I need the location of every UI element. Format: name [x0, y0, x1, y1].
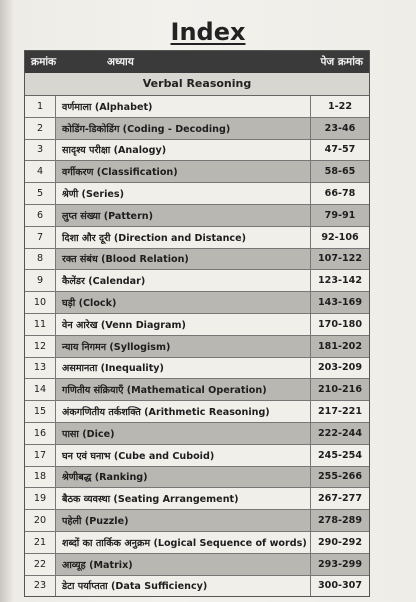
row-chapter: सादृश्य परीक्षा (Analogy) [56, 140, 311, 161]
section-title: Verbal Reasoning [25, 73, 369, 96]
row-number: 19 [25, 488, 56, 509]
row-chapter: आव्यूह (Matrix) [56, 554, 311, 575]
row-number: 1 [25, 96, 56, 117]
row-chapter: कैलेंडर (Calendar) [56, 270, 311, 291]
table-header [25, 51, 369, 73]
header-number: क्रमांक [31, 56, 57, 68]
row-pages: 107-122 [311, 249, 369, 270]
row-chapter: पहेली (Puzzle) [56, 510, 311, 531]
row-chapter: श्रेणीबद्ध (Ranking) [56, 467, 311, 488]
row-pages: 1-22 [311, 96, 369, 117]
row-pages: 58-65 [311, 161, 369, 182]
table-row [25, 205, 369, 227]
page-title: Index [170, 18, 246, 46]
row-pages: 300-307 [311, 576, 369, 597]
row-number: 11 [25, 314, 56, 335]
row-chapter: डेटा पर्याप्तता (Data Sufficiency) [56, 576, 311, 597]
table-row [25, 445, 369, 467]
table-row [25, 401, 369, 423]
row-pages: 222-244 [311, 423, 369, 444]
row-chapter: वर्णमाला (Alphabet) [56, 96, 311, 117]
row-chapter: शब्दों का तार्किक अनुक्रम (Logical Sequence of words) [56, 532, 311, 553]
row-pages: 293-299 [311, 554, 369, 575]
row-number: 21 [25, 532, 56, 553]
table-row [25, 423, 369, 445]
row-chapter: रक्त संबंध (Blood Relation) [56, 249, 311, 270]
row-number: 7 [25, 227, 56, 248]
table-row [25, 249, 369, 271]
table-row [25, 183, 369, 205]
table-row [25, 314, 369, 336]
row-number: 17 [25, 445, 56, 466]
row-chapter: न्याय निगमन (Syllogism) [56, 336, 311, 357]
row-pages: 123-142 [311, 270, 369, 291]
row-pages: 267-277 [311, 488, 369, 509]
row-number: 12 [25, 336, 56, 357]
row-number: 15 [25, 401, 56, 422]
row-pages: 92-106 [311, 227, 369, 248]
table-row [25, 270, 369, 292]
table-row [25, 467, 369, 489]
table-row [25, 227, 369, 249]
row-number: 5 [25, 183, 56, 204]
row-pages: 278-289 [311, 510, 369, 531]
row-chapter: पासा (Dice) [56, 423, 311, 444]
row-chapter: घन एवं घनाभ (Cube and Cuboid) [56, 445, 311, 466]
row-chapter: गणितीय संक्रियाएँ (Mathematical Operation) [56, 379, 311, 400]
row-pages: 217-221 [311, 401, 369, 422]
table-row [25, 554, 369, 576]
row-chapter: घड़ी (Clock) [56, 292, 311, 313]
row-pages: 290-292 [311, 532, 369, 553]
row-number: 18 [25, 467, 56, 488]
table-row [25, 140, 369, 162]
row-number: 3 [25, 140, 56, 161]
row-chapter: श्रेणी (Series) [56, 183, 311, 204]
table-row [25, 532, 369, 554]
table-row [25, 161, 369, 183]
row-number: 6 [25, 205, 56, 226]
row-number: 10 [25, 292, 56, 313]
table-row [25, 379, 369, 401]
row-pages: 203-209 [311, 358, 369, 379]
table-row [25, 96, 369, 118]
row-number: 9 [25, 270, 56, 291]
table-body [25, 96, 369, 596]
row-pages: 66-78 [311, 183, 369, 204]
row-chapter: दिशा और दूरी (Direction and Distance) [56, 227, 311, 248]
row-number: 13 [25, 358, 56, 379]
row-number: 2 [25, 118, 56, 139]
row-chapter: वर्गीकरण (Classification) [56, 161, 311, 182]
row-chapter: वेन आरेख (Venn Diagram) [56, 314, 311, 335]
row-number: 23 [25, 576, 56, 597]
index-table [24, 50, 370, 597]
table-row [25, 510, 369, 532]
row-pages: 143-169 [311, 292, 369, 313]
row-chapter: अंकगणितीय तर्कशक्ति (Arithmetic Reasoning) [56, 401, 311, 422]
row-pages: 255-266 [311, 467, 369, 488]
table-row [25, 336, 369, 358]
table-row [25, 358, 369, 380]
row-number: 14 [25, 379, 56, 400]
row-number: 20 [25, 510, 56, 531]
row-pages: 210-216 [311, 379, 369, 400]
row-chapter: बैठक व्यवस्था (Seating Arrangement) [56, 488, 311, 509]
table-row [25, 576, 369, 597]
row-pages: 79-91 [311, 205, 369, 226]
row-number: 4 [25, 161, 56, 182]
row-number: 8 [25, 249, 56, 270]
header-chapter: अध्याय [107, 56, 134, 68]
row-pages: 47-57 [311, 140, 369, 161]
table-row [25, 118, 369, 140]
table-row [25, 292, 369, 314]
row-number: 16 [25, 423, 56, 444]
table-row [25, 488, 369, 510]
row-pages: 170-180 [311, 314, 369, 335]
row-pages: 245-254 [311, 445, 369, 466]
row-number: 22 [25, 554, 56, 575]
row-pages: 181-202 [311, 336, 369, 357]
row-chapter: कोडिंग-डिकोडिंग (Coding - Decoding) [56, 118, 311, 139]
row-chapter: लुप्त संख्या (Pattern) [56, 205, 311, 226]
row-pages: 23-46 [311, 118, 369, 139]
header-page: पेज क्रमांक [320, 56, 363, 68]
row-chapter: असमानता (Inequality) [56, 358, 311, 379]
